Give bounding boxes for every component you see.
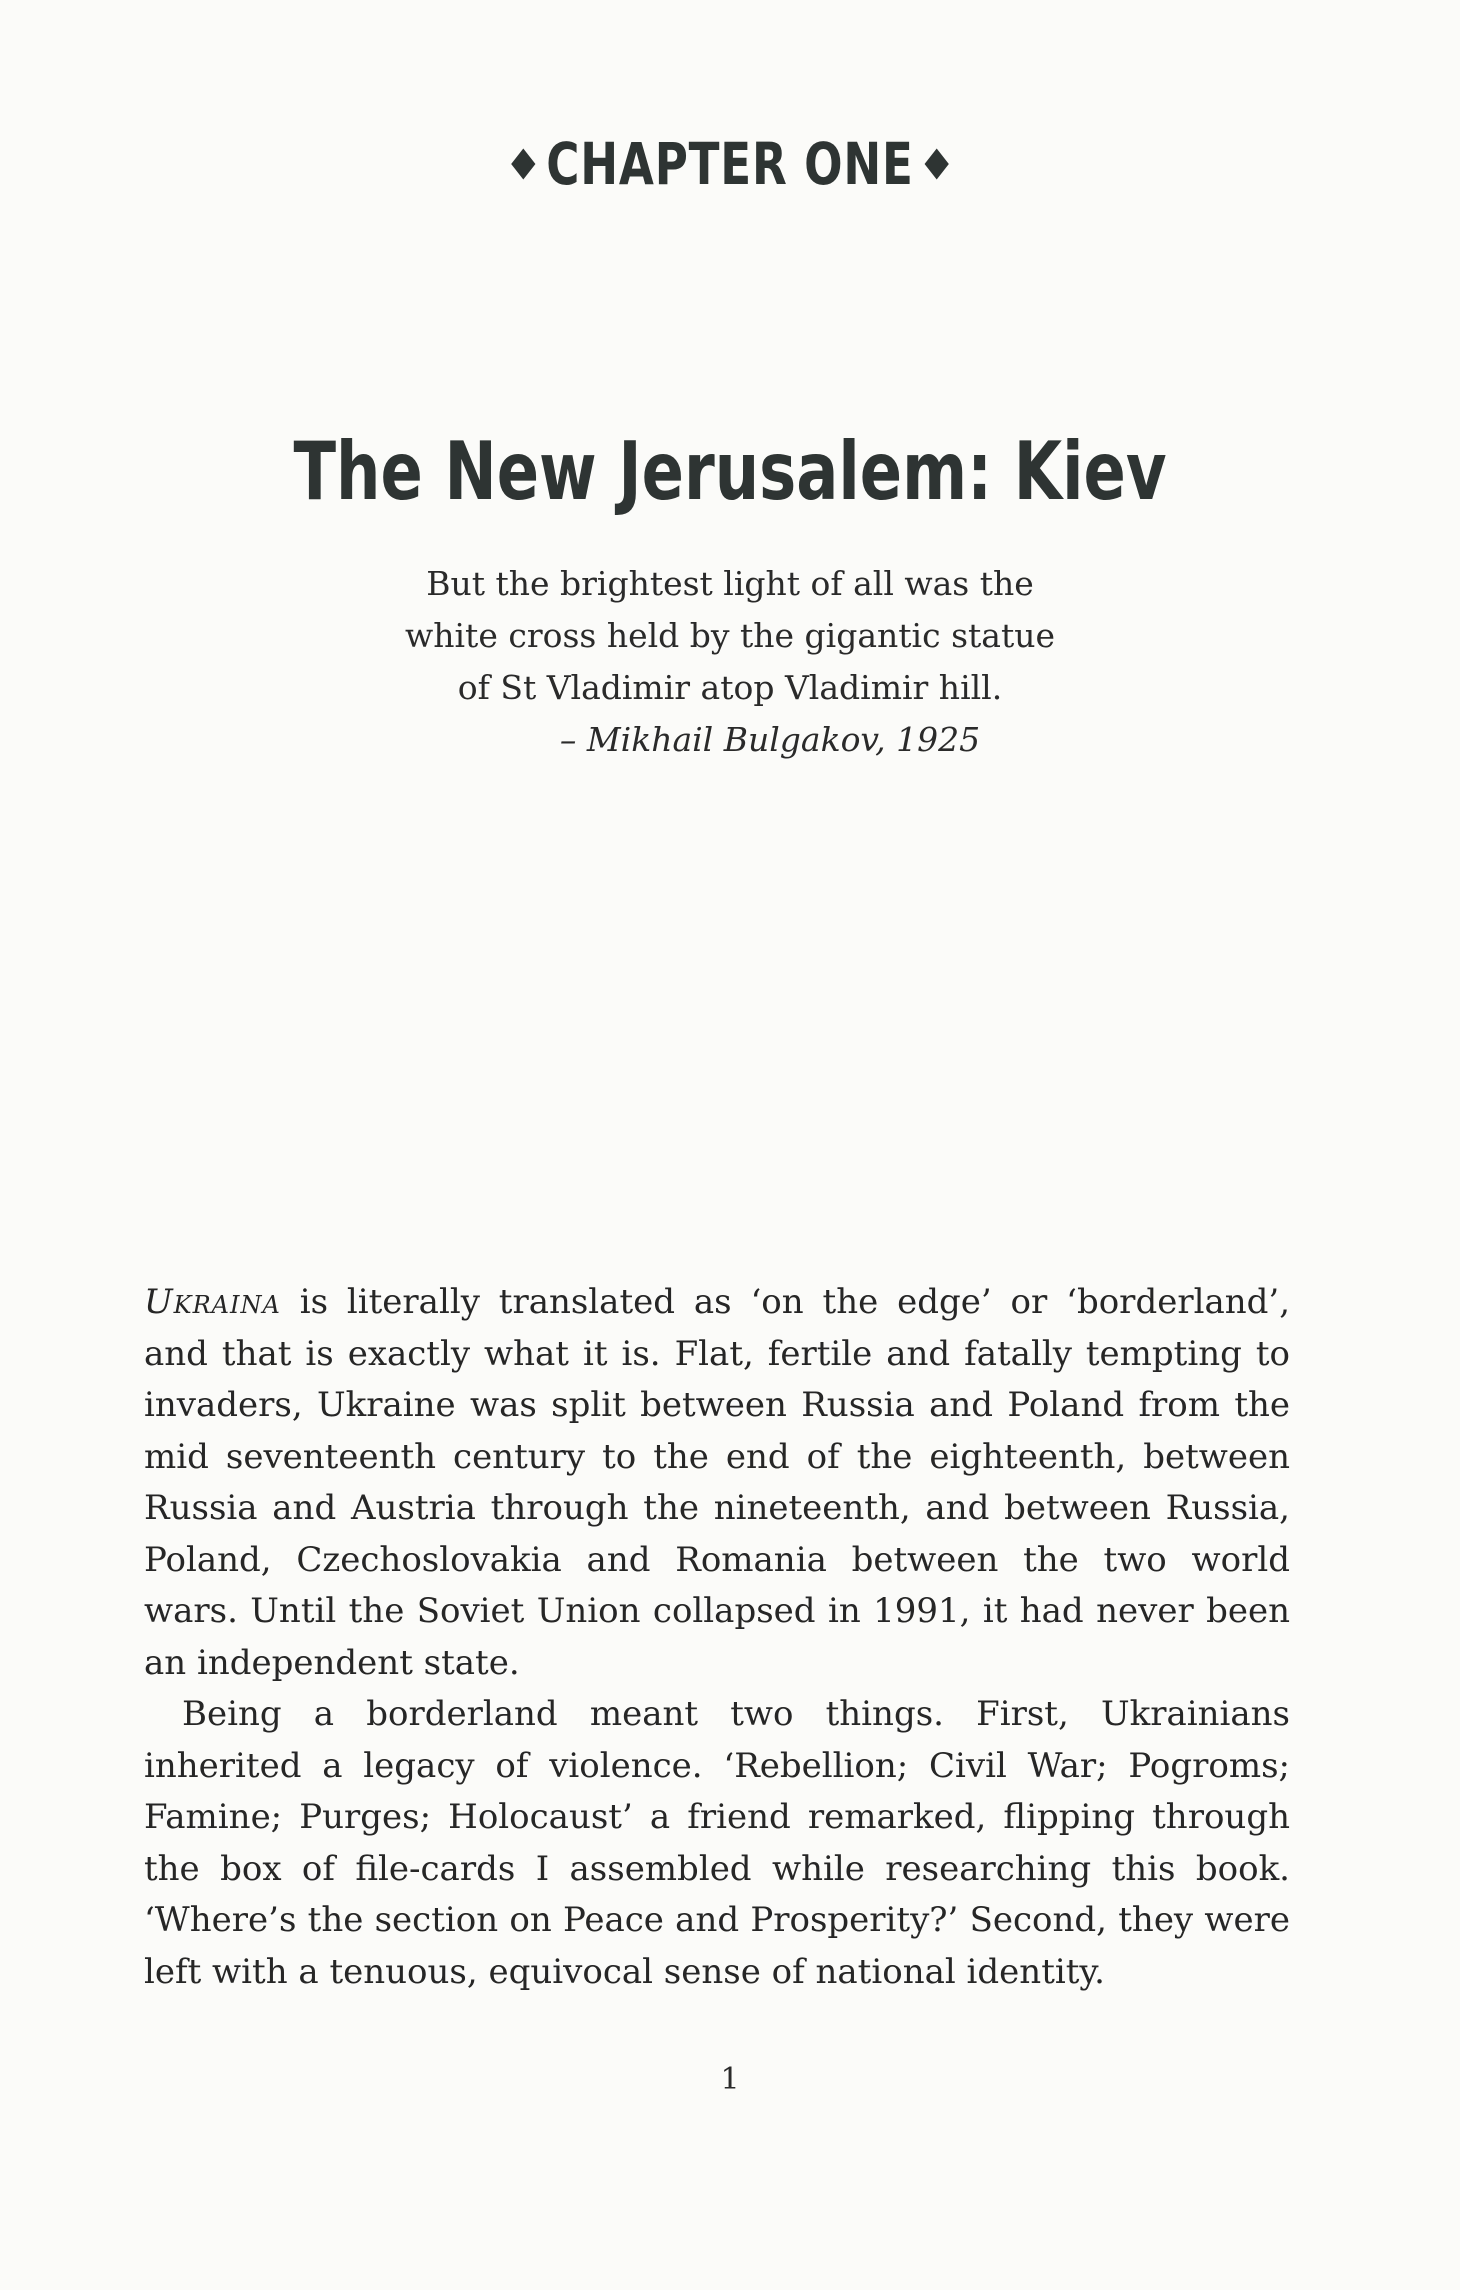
- chapter-label-text: CHAPTER ONE: [546, 130, 914, 198]
- epigraph-line: But the brightest light of all was the: [426, 564, 1034, 603]
- page-number: 1: [720, 2062, 740, 2097]
- lead-word: Ukraina: [144, 1282, 281, 1322]
- paragraph-1-text: is literally translated as ‘on the edge’ or ‘borderland’, and that is exactly what it is. Flat, fertile and fatally tempting to invaders, Ukraine was split between Russia and Poland from the mid seventeenth century to the end of the eighteenth, between Russia and Austria through the nineteenth, and between Russia, Poland, Czechoslovakia and Romania between the two world wars. Until the Soviet Union collapsed in 1991, it had never been an independent state.: [144, 1282, 1290, 1683]
- diamond-ornament-right-icon: [924, 148, 948, 179]
- epigraph: [330, 558, 1130, 766]
- paragraph-1: [144, 1277, 1290, 1689]
- diamond-ornament-left-icon: [512, 148, 536, 179]
- chapter-label: [161, 128, 1300, 200]
- chapter-title: The New Jerusalem: Kiev: [293, 425, 1167, 518]
- paragraph-2: Being a borderland meant two things. First, Ukrainians inherited a legacy of violence. ‘Rebellion; Civil War; Pogroms; Famine; Purges; Holocaust’ a friend remarked, flipping through the box of file-cards I assembled while researching this book. ‘Where’s the section on Peace and Prosperity?’ Second, they were left with a tenuous, equivocal sense of national identity.: [144, 1694, 1290, 1992]
- body-text: [144, 1277, 1290, 1998]
- epigraph-line: of St Vladimir atop Vladimir hill.: [457, 668, 1003, 707]
- epigraph-attribution: – Mikhail Bulgakov, 1925: [559, 720, 981, 759]
- epigraph-line: white cross held by the gigantic statue: [405, 616, 1055, 655]
